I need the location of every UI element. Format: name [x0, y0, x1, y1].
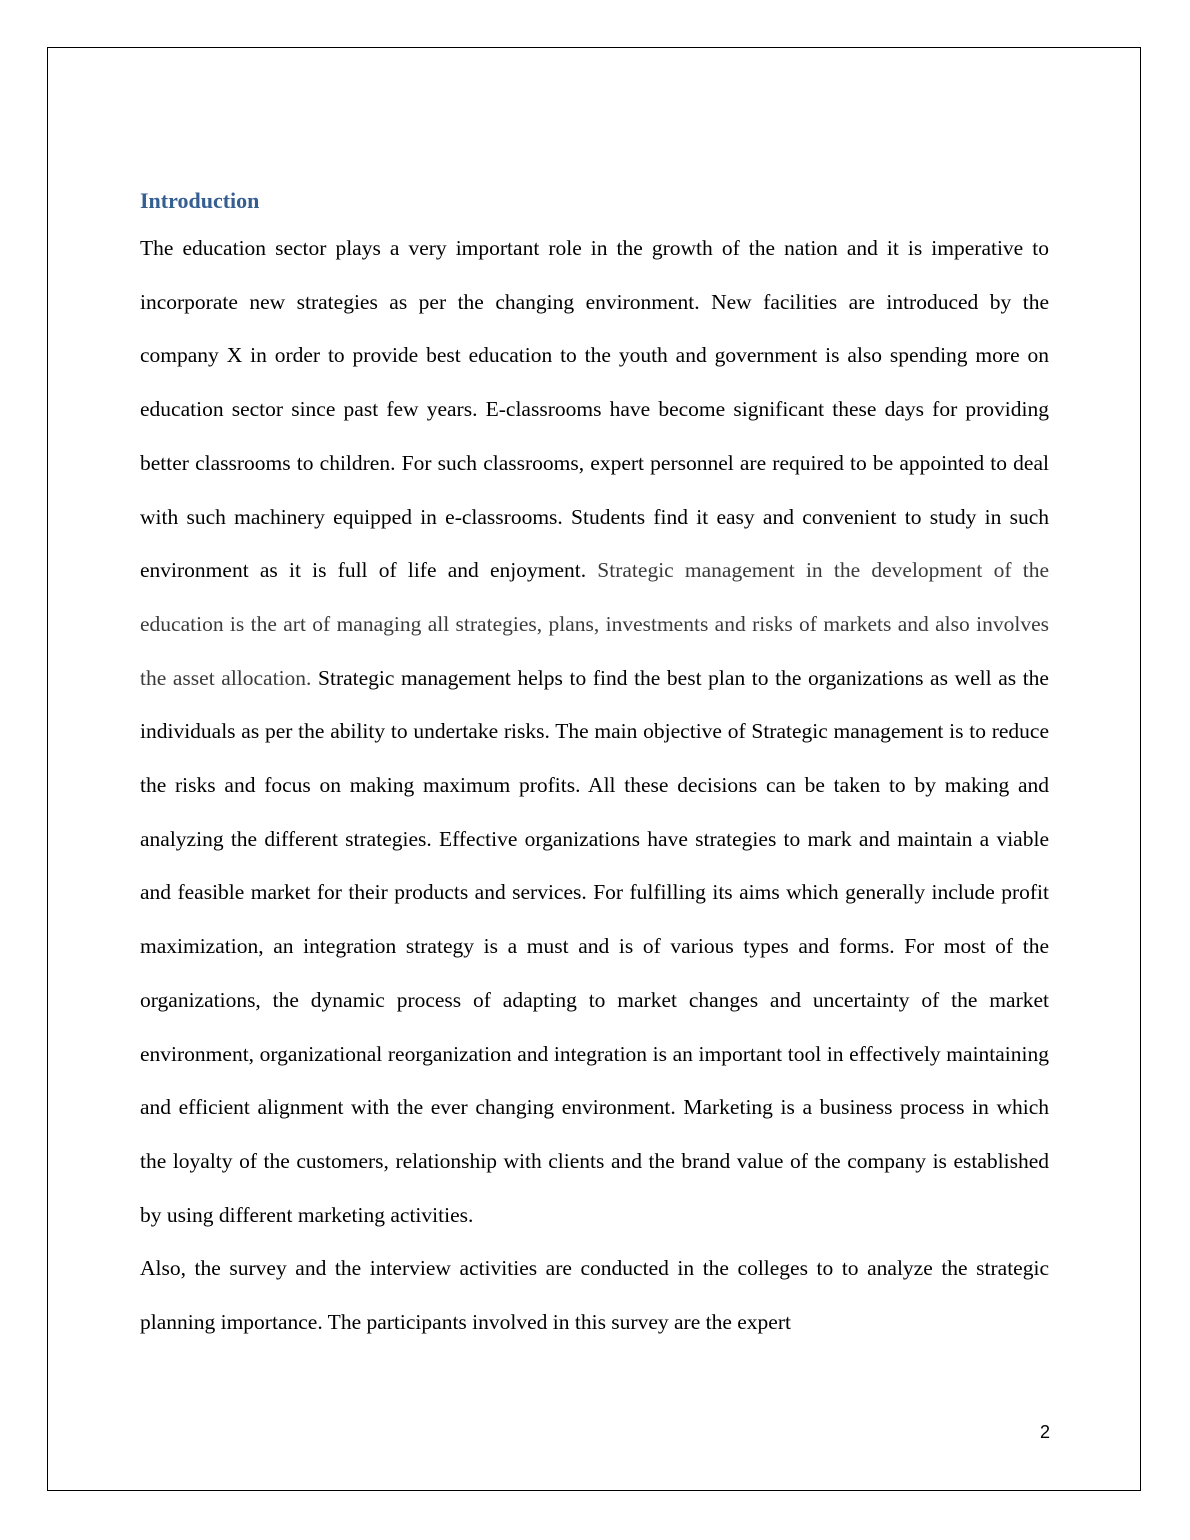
document-body	[140, 180, 1049, 1350]
paragraph-text: The education sector plays a very important role in the growth of the nation and it is imperative to incorporate new strategies as per the changing environment. New facilities are introduced by the company X in order to provide best education to the youth and government is also spending more on education sector since past few years. E-classrooms have become significant these days for providing better classrooms to children. For such classrooms, expert personnel are required to be appointed to deal with such machinery equipped in e-classrooms. Students find it easy and convenient to study in such environment as it is full of life and enjoyment.	[140, 236, 1049, 583]
section-heading-introduction: Introduction	[140, 188, 260, 213]
paragraph-text: Strategic management helps to find the best plan to the organizations as well as the individuals as per the ability to undertake risks. The main objective of Strategic management is to reduce the risks and focus on making maximum profits. All these decisions can be taken to by making and analyzing the different strategies. Effective organizations have strategies to mark and maintain a viable and feasible market for their products and services. For fulfilling its aims which generally include profit maximization, an integration strategy is a must and is of various types and forms. For most of the organizations, the dynamic process of adapting to market changes and uncertainty of the market environment, organizational reorganization and integration is an important tool in effectively maintaining and efficient alignment with the ever changing environment. Marketing is a business process in which the loyalty of the customers, relationship with clients and the brand value of the company is established by using different marketing activities.	[140, 665, 1049, 1227]
paragraph-introduction	[140, 222, 1049, 1242]
paragraph-survey	[140, 1242, 1049, 1349]
paragraph-text-strategic-management-definition: Strategic management in the development of the education is the art of managing all strategies, plans, investments and risks of markets and also involves the asset allocation.	[140, 558, 1049, 690]
paragraph-text: Also, the survey and the interview activities are conducted in the colleges to to analyze the strategic planning importance. The participants involved in this survey are the expert	[140, 1256, 1049, 1335]
page-number: 2	[1039, 1422, 1050, 1442]
